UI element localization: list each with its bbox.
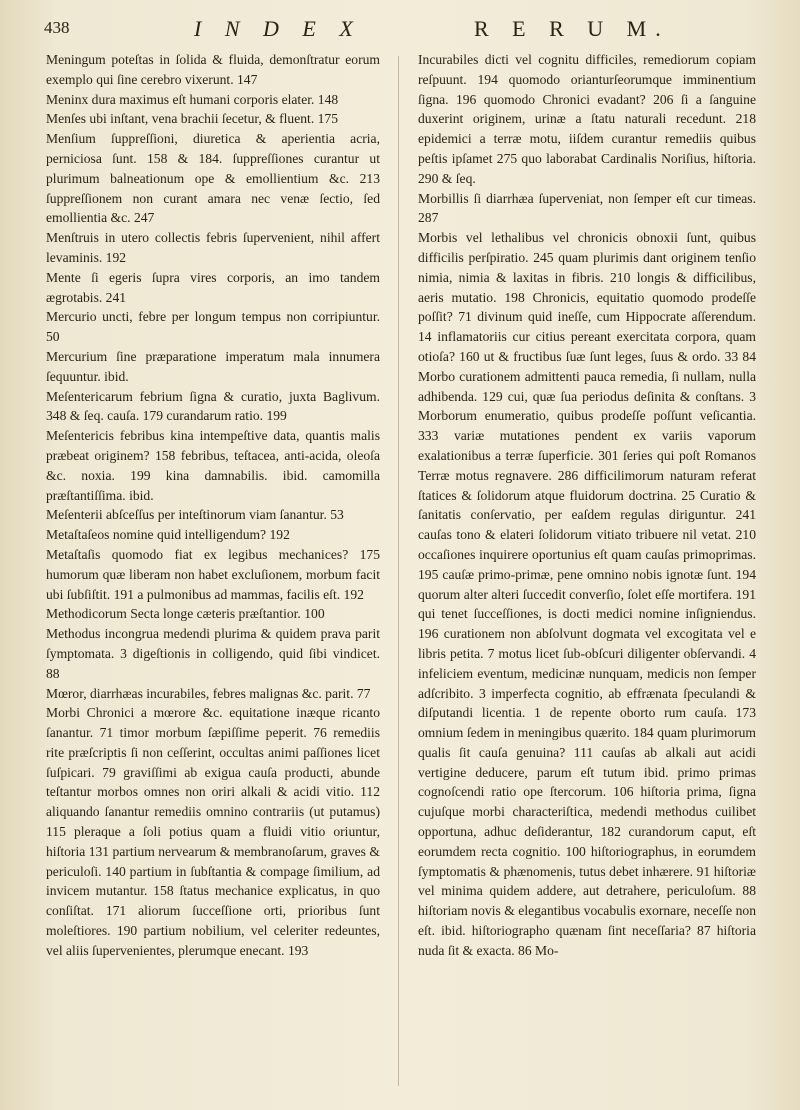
index-entry: Mœror, diarrhæas incurabiles, febres malignas &c. parit. 77 bbox=[46, 685, 371, 701]
index-entry: Mente ſi egeris ſupra vires corporis, an imo tandem ægrotabis. 241 bbox=[46, 269, 380, 305]
running-header bbox=[44, 16, 772, 46]
left-column bbox=[46, 50, 380, 961]
index-entry: Meſentericarum febrium ſigna & curatio, juxta Baglivum. 348 & ſeq. cauſa. 179 curandarum ratio. 199 bbox=[46, 388, 380, 424]
index-entry: Incurabiles dicti vel cognitu difficiles, remediorum copiam reſpuunt. 194 quomodo orianturſeorumque imminentium ſigna. 196 quomodo Chronici evadant? 206 ſi a ſanguine duxerint originem, urinæ a ſtatu naturali recedunt. 218 epidemici a terræ motu, iiſdem curantur remediis quibus peſtis ipſamet 275 quo laborabat Cardinalis Noriſius, hiſtoria. 290 & ſeq. bbox=[418, 52, 756, 186]
right-column bbox=[418, 50, 756, 961]
column-gutter bbox=[398, 56, 399, 1086]
index-entry: Metaſtaſis quomodo fiat ex legibus mechanices? 175 humorum quæ liberam non habet excluſionem, morbum facit ubi ſubſiſtit. 191 a pulmonibus ad mammas, facilis eſt. 192 bbox=[46, 546, 380, 602]
running-title-right: R E R U M. bbox=[474, 16, 670, 41]
index-entry: Mercurio uncti, febre per longum tempus non corripiuntur. 50 bbox=[46, 309, 380, 345]
index-entry: Methodicorum Secta longe cæteris præſtantior. 100 bbox=[46, 606, 325, 622]
index-entry: Menſes ubi inſtant, vena brachii ſecetur, & fluent. 175 bbox=[46, 111, 339, 127]
index-entry: Meſenterii abſceſſus per inteſtinorum viam ſanantur. 53 bbox=[46, 507, 344, 523]
index-entry: Mercurium ſine præparatione imperatum mala innumera ſequuntur. ibid. bbox=[46, 348, 380, 384]
index-entry: Metaſtaſeos nomine quid intelligendum? 192 bbox=[46, 527, 290, 543]
running-title-left: I N D E X bbox=[194, 16, 362, 41]
index-entry: Meninx dura maximus eſt humani corporis elater. 148 bbox=[46, 91, 339, 107]
index-entry: Meningum poteſtas in ſolida & fluida, demonſtratur eorum exemplo qui ſine cerebro vixerunt. 147 bbox=[46, 52, 380, 87]
index-entry: Methodus incongrua medendi plurima & quidem prava parit ſymptomata. 3 digeſtionis in colligendo, quid ſibi vindicet. 88 bbox=[46, 626, 380, 681]
index-entry: Morbillis ſi diarrhæa ſuperveniat, non ſemper eſt cur timeas. 287 bbox=[418, 190, 756, 226]
index-entry: Meſentericis febribus kina intempeſtive data, quantis malis præbeat originem? 158 febribus, teſtacea, anti-acida, oleoſa &c. noxia. 199 kina damnabilis. ibid. camomilla præſtantiſſima. ibid. bbox=[46, 428, 380, 503]
index-entry: Menſtruis in utero collectis febris ſupervenient, nihil affert levaminis. 192 bbox=[46, 230, 380, 265]
page-number: 438 bbox=[44, 18, 70, 37]
index-entry: Morbi Chronici a mœrore &c. equitatione inæque ricanto ſanantur. 71 timor morbum ſæpiſſime peperit. 76 remediis rite præſcriptis ſi non ceſſerint, occultas animi paſſiones licet ſuſpicari. 79 graviſſimi ab exigua cauſa producti, abunde teſtantur morbos omnes non oriri alkali & acidi vitio. 112 aliquando ſanantur remediis omnino contrariis (ut putamus) 115 pleraque a ſoli potius quam a fluidi vitio oriuntur, hiſtoria 131 partium nervearum & membranoſarum, graves & periculoſi. 140 partium in ſubſtantia & compage ſimilium, ad invicem mutantur. 158 ſtatus mechanice explicatus, in quo conſiſtat. 171 aliorum ſucceſſione orti, prioribus ſunt moleſtiores. 190 partium nobilium, vel celeriter redeuntes, vel aliis ſupervenientes, plerumque enecant. 193 bbox=[46, 705, 380, 958]
index-entry: Menſium ſuppreſſioni, diuretica & aperientia acria, perniciosa ſunt. 158 & 184. ſuppreſſiones curantur ut plurimum balneationum ope & emollientium &c. 213 ſuppreſſionem non curant amara nec venæ ſectio, ſed emollientia &c. 247 bbox=[46, 131, 380, 226]
index-entry: Morbis vel lethalibus vel chronicis obnoxii ſunt, quibus difficilis perſpiratio. 245 quam plurimis dant originem tenſio nimia, nimia & laxitas in fibris. 210 longis & difficilibus, aeris mutatio. 198 Chronicis, equitatio quomodo prodeſſe poſſit? 71 divinum quid ineſſe, cum Hippocrate aſſerendum. 14 inflamatoriis cur citius pereant exercitata corpora, quam otioſa? 160 ut & fructibus ſuæ ſunt leges, ſuus & ordo. 33 84 Morbo curationem admittenti pauca remedia, ſi nullam, nulla adhibenda. 129 cui, quæ ſua periodus deſinita & conſtans. 3 Morborum enumeratio, quibus prodeſſe poſſunt veſicantia. 333 variæ mutationes pendent ex variis vaporum exalationibus a terræ ſuperficie. 301 ſeries qui poſt Romanos Terræ motus regnavere. 286 difficilimorum naturam referat ſtatices & ſolidorum atque fluidorum doctrina. 25 Curatio & ſanitatis conſervatio, per eaſdem regulas diriguntur. 241 cauſas tono & elateri ſolidorum vitiato tribuere nil vetat. 210 occaſiones inquirere oportunius eſt quam cauſas primoprimas. 195 cauſæ primo-primæ, pene omnino nobis ignotæ ſunt. 194 quorum alter alteri ſuccedit converſio, ſolet eſſe mortifera. 191 qui tenet ſucceſſiones, is docti medici nomine inſigniendus. 196 curationem non abſolvunt dogmata vel excogitata vel e libris petita. 7 motus licet ſub-obſcuri diligenter obſervandi. 4 infeliciem eventum, medicinæ nunquam, medicis non ſemper adſcribito. 3 imperfecta cognitio, ab effrænata ſpeculandi & diſputandi licentia. 1 de repente oborto rum cauſa. 173 omnium ſedem in meningibus quærito. 184 quam plurimorum qualis ſit cauſa genuina? 111 cauſas ab alkali aut acidi vertigine deducere, parum eſt tutum ibid. primo primas cognoſcendi ratio ope ſtercorum. 106 hiſtoria prima, ſigna cujuſque morbi characteriſtica, medendi methodus cuilibet opportuna, adhuc deſiderantur, 182 curandorum caput, eſt eorumdem recta cognitio. 100 hiſtoriographus, in eorumdem ſymptomatis & phænomenis, tutus debet inhærere. 91 hiſtoriæ vel minima quidem addere, aut detrahere, periculoſum. 88 hiſtoriam novis & elegantibus vocabulis exornare, neceſſe non eſt. ibid. hiſtoriographo quænam ſint neceſſaria? 87 hiſtoria nuda ſit & exacta. 86 Mo- bbox=[418, 230, 756, 958]
